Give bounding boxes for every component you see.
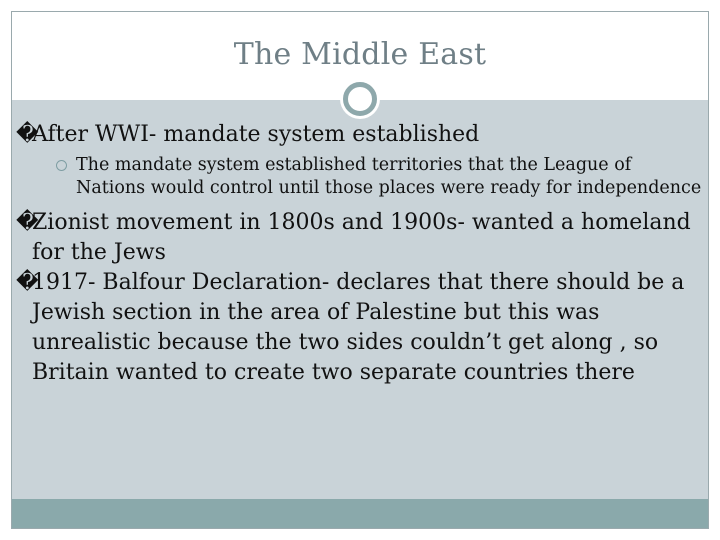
sub-bullet-item bbox=[16, 154, 702, 200]
sub-bullet-text: The mandate system established territories that the League of Nations would control until those places were ready for independence bbox=[76, 155, 702, 198]
bullet-text: 1917- Balfour Declaration- declares that there should be a Jewish section in the area of Palestine but this was unrealistic because the two sides couldn’t get along , so Britain wanted to create two separate countries there bbox=[32, 270, 685, 385]
slide-title: The Middle East bbox=[233, 36, 487, 72]
circle-ornament-icon bbox=[340, 79, 380, 119]
circle-bullet-icon bbox=[56, 160, 67, 171]
ring-shape bbox=[343, 82, 377, 116]
footer-bar bbox=[12, 499, 708, 528]
bullet-text: After WWI- mandate system established bbox=[32, 122, 480, 147]
bullet-marker-icon: � bbox=[16, 122, 39, 147]
bullet-item bbox=[16, 208, 702, 268]
bullet-marker-icon: � bbox=[16, 210, 39, 235]
bullet-marker-icon: � bbox=[16, 270, 39, 295]
bullet-list bbox=[16, 120, 702, 392]
bullet-item bbox=[16, 268, 702, 388]
bullet-text: Zionist movement in 1800s and 1900s- wanted a homeland for the Jews bbox=[32, 210, 691, 265]
bullet-item bbox=[16, 120, 702, 150]
